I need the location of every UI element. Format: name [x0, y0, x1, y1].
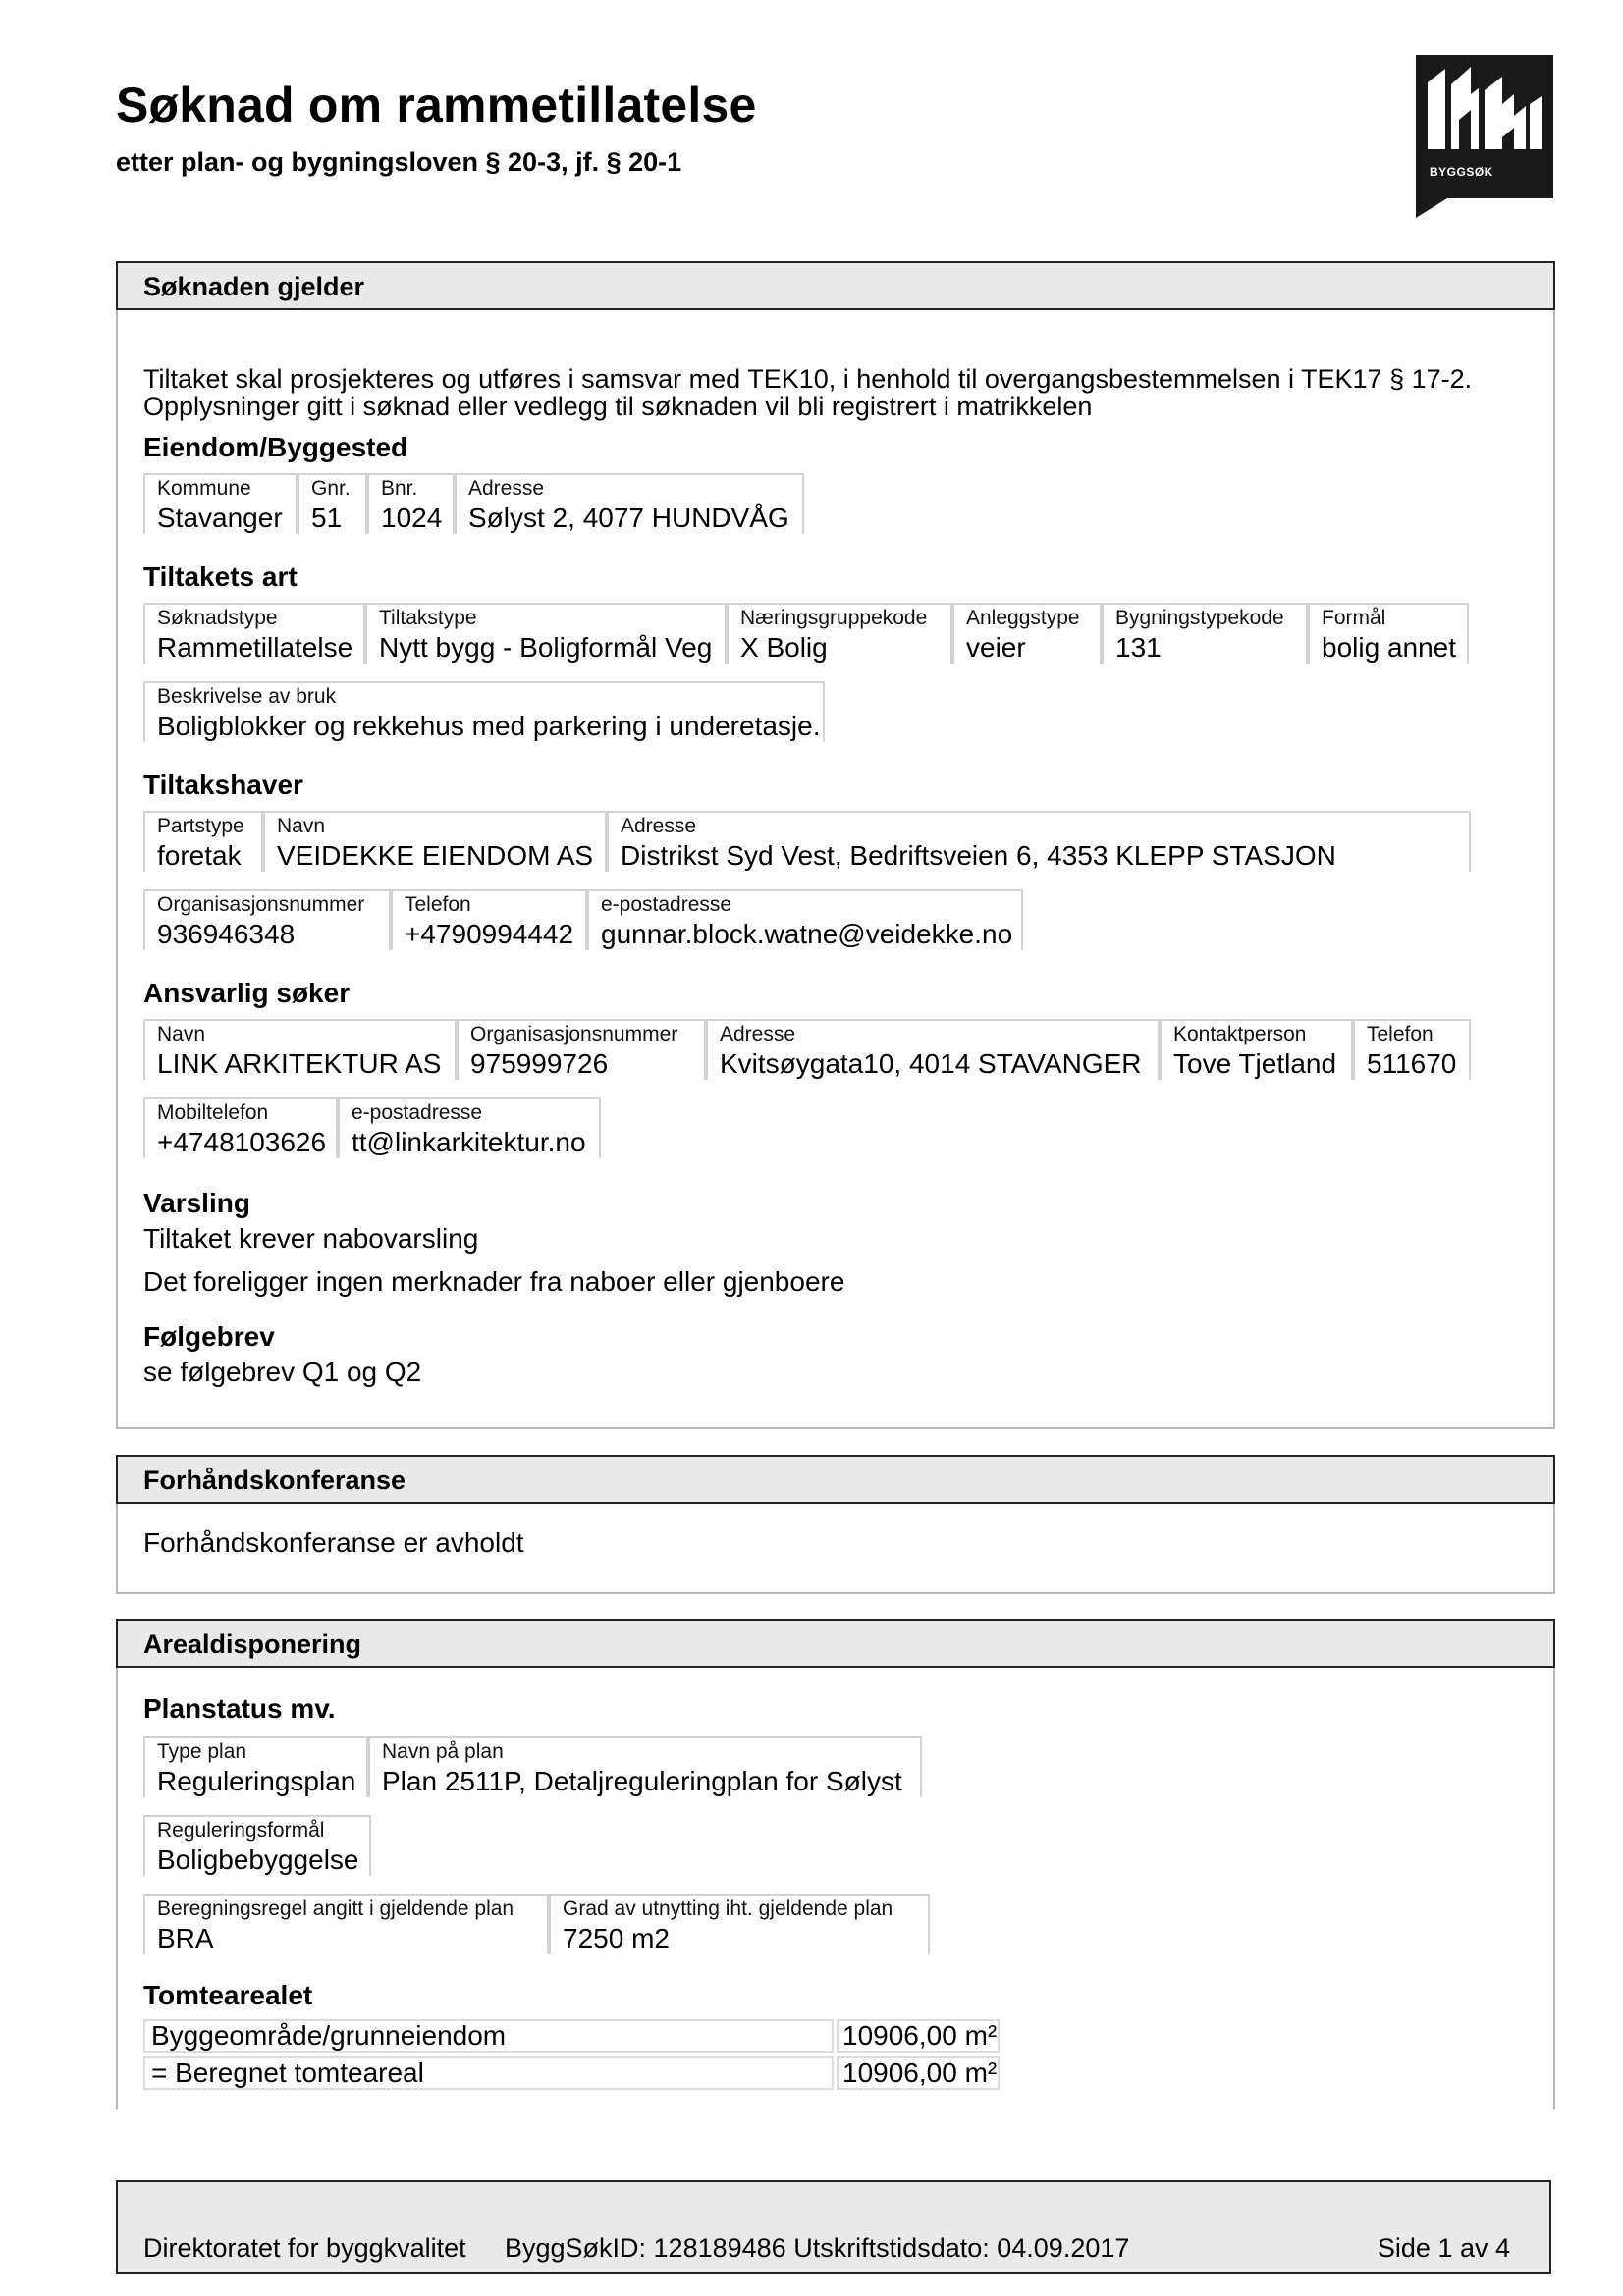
- field-bnr: Bnr. 1024: [367, 473, 455, 534]
- varsling-line-1: Tiltaket krever nabovarsling: [143, 1223, 479, 1254]
- folgebrev-heading: Følgebrev: [143, 1321, 275, 1352]
- intro-line-2: Opplysninger gitt i søknad eller vedlegg til søknaden vil bli registrert i matrikkelen: [143, 392, 1093, 421]
- field-soker-orgnr: Organisasjonsnummer 975999726: [457, 1019, 706, 1080]
- field-tiltakshaver-orgnr: Organisasjonsnummer 936946348: [143, 889, 391, 950]
- footer-id: ByggSøkID: 128189486 Utskriftstidsdato: 04.09.2017: [505, 2233, 1130, 2263]
- field-tiltakstype: Tiltakstype Nytt bygg - Boligformål Veg: [365, 603, 727, 664]
- intro-line-1: Tiltaket skal prosjekteres og utføres i samsvar med TEK10, i henhold til overgangsbestemmelsen i TEK17 § 17-2.: [143, 364, 1473, 394]
- field-tiltakshaver-navn: Navn VEIDEKKE EIENDOM AS: [263, 811, 607, 872]
- area-label: = Beregnet tomteareal: [143, 2056, 834, 2090]
- logo-tail: [1416, 198, 1447, 218]
- logo-text: BYGGSØK: [1430, 165, 1493, 179]
- field-adresse: Adresse Sølyst 2, 4077 HUNDVÅG: [455, 473, 804, 534]
- field-soker-epost: e-postadresse tt@linkarkitektur.no: [338, 1097, 601, 1158]
- field-soker-mobil: Mobiltelefon +4748103626: [143, 1097, 338, 1158]
- page-subtitle: etter plan- og bygningsloven § 20-3, jf. § 20-1: [116, 147, 682, 177]
- field-bygningstypekode: Bygningstypekode 131: [1102, 603, 1308, 664]
- field-soker-kontakt: Kontaktperson Tove Tjetland: [1160, 1019, 1353, 1080]
- section-header: Forhåndskonferanse: [116, 1455, 1555, 1504]
- field-type-plan: Type plan Reguleringsplan: [143, 1736, 368, 1797]
- page-footer: [116, 2180, 1551, 2274]
- varsling-heading: Varsling: [143, 1188, 250, 1218]
- planstatus-heading: Planstatus mv.: [143, 1693, 336, 1724]
- footer-page-number: Side 1 av 4: [1377, 2233, 1510, 2263]
- field-soker-telefon: Telefon 511670: [1353, 1019, 1471, 1080]
- field-naeringsgruppekode: Næringsgruppekode X Bolig: [727, 603, 952, 664]
- tiltakets-art-heading: Tiltakets art: [143, 561, 298, 592]
- field-soker-navn: Navn LINK ARKITEKTUR AS: [143, 1019, 457, 1080]
- section-forhandskonferanse: [116, 1455, 1555, 1594]
- field-reguleringsformal: Reguleringsformål Boligbebyggelse: [143, 1815, 371, 1876]
- forhandskonferanse-text: Forhåndskonferanse er avholdt: [143, 1527, 524, 1558]
- field-formal: Formål bolig annet: [1308, 603, 1469, 664]
- field-tiltakshaver-adresse: Adresse Distrikst Syd Vest, Bedriftsveien 6, 4353 KLEPP STASJON: [607, 811, 1471, 872]
- field-soker-adresse: Adresse Kvitsøygata10, 4014 STAVANGER: [706, 1019, 1160, 1080]
- section-header: Søknaden gjelder: [116, 261, 1555, 310]
- varsling-line-2: Det foreligger ingen merknader fra naboer eller gjenboere: [143, 1266, 845, 1297]
- folgebrev-text: se følgebrev Q1 og Q2: [143, 1357, 422, 1387]
- table-row: [143, 2056, 1000, 2092]
- field-partstype: Partstype foretak: [143, 811, 263, 872]
- section-header: Arealdisponering: [116, 1619, 1555, 1668]
- field-gnr: Gnr. 51: [298, 473, 367, 534]
- section-soknaden-gjelder: [116, 261, 1555, 1429]
- table-row: [143, 2019, 1000, 2055]
- field-soknadstype: Søknadstype Rammetillatelse: [143, 603, 365, 664]
- field-grad-utnytting: Grad av utnytting iht. gjeldende plan 7250 m2: [549, 1894, 930, 1954]
- field-anleggstype: Anleggstype veier: [952, 603, 1102, 664]
- ansvarlig-soker-heading: Ansvarlig søker: [143, 978, 351, 1008]
- field-tiltakshaver-epost: e-postadresse gunnar.block.watne@veidekke.no: [587, 889, 1023, 950]
- section-arealdisponering: [116, 1619, 1555, 2109]
- area-label: Byggeområde/grunneiendom: [143, 2019, 834, 2053]
- field-navn-plan: Navn på plan Plan 2511P, Detaljreguleringplan for Sølyst: [368, 1736, 922, 1797]
- eiendom-heading: Eiendom/Byggested: [143, 432, 408, 462]
- footer-org: Direktoratet for byggkvalitet: [143, 2233, 466, 2263]
- field-beskrivelse: Beskrivelse av bruk Boligblokker og rekkehus med parkering i underetasje.: [143, 681, 825, 742]
- byggsok-logo: [1416, 55, 1553, 198]
- field-kommune: Kommune Stavanger: [143, 473, 298, 534]
- building-logo-icon: [1416, 55, 1553, 159]
- tomtearealet-heading: Tomtearealet: [143, 1980, 313, 2010]
- field-beregningsregel: Beregningsregel angitt i gjeldende plan BRA: [143, 1894, 549, 1954]
- page-title: Søknad om rammetillatelse: [116, 78, 757, 133]
- area-value: 10906,00 m²: [837, 2019, 1000, 2053]
- field-tiltakshaver-telefon: Telefon +4790994442: [391, 889, 587, 950]
- tiltakshaver-heading: Tiltakshaver: [143, 770, 303, 800]
- area-value: 10906,00 m²: [837, 2056, 1000, 2090]
